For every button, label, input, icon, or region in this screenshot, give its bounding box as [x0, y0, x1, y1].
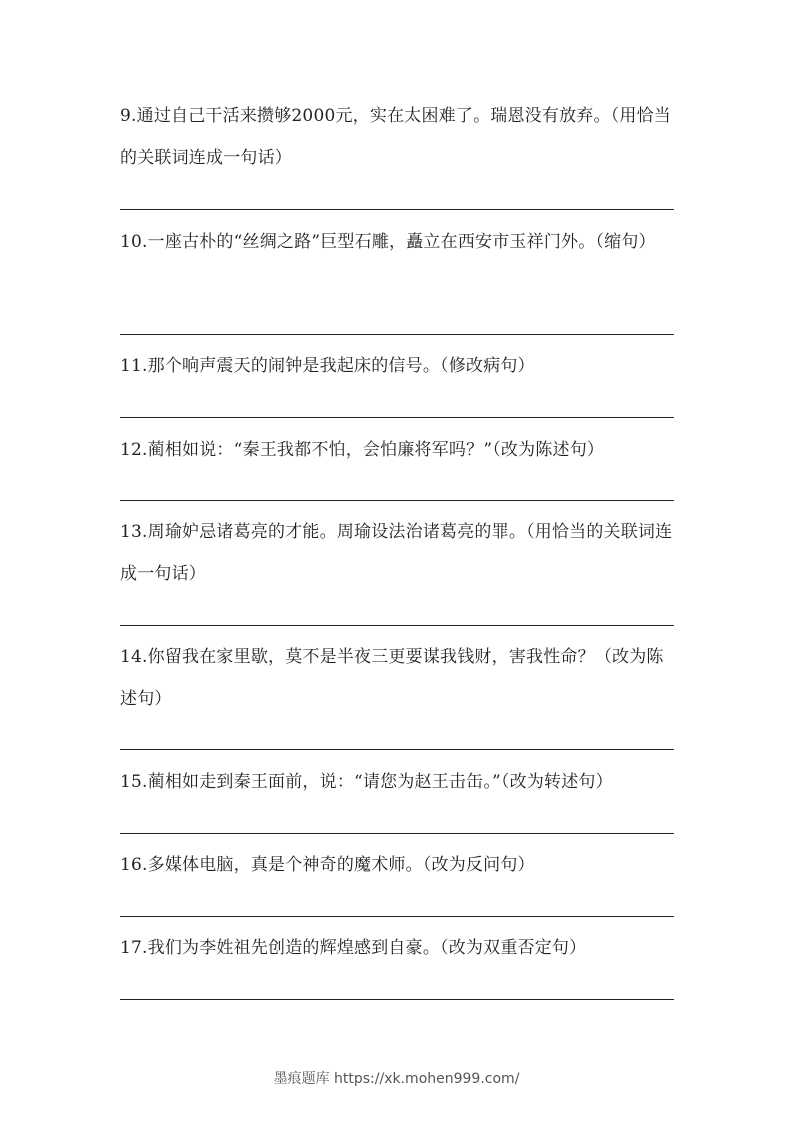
answer-line-12[interactable] [120, 500, 674, 501]
question-17: 17.我们为李姓祖先创造的辉煌感到自豪。（改为双重否定句） [120, 938, 587, 958]
answer-line-15[interactable] [120, 833, 674, 834]
question-13: 13.周瑜妒忌诸葛亮的才能。周瑜设法治诸葛亮的罪。（用恰当的关联词连成一句话） [120, 522, 673, 584]
question-14: 14.你留我在家里歇，莫不是半夜三更要谋我钱财，害我性命？（改为陈述句） [120, 647, 664, 709]
answer-line-9[interactable] [120, 209, 674, 210]
answer-line-10[interactable] [120, 334, 674, 335]
question-9: 9.通过自己干活来攒够2000元，实在太困难了。瑞恩没有放弃。（用恰当的关联词连成一句话） [120, 106, 671, 168]
question-16: 16.多媒体电脑，真是个神奇的魔术师。（改为反问句） [120, 855, 535, 875]
answer-line-13[interactable] [120, 625, 674, 626]
answer-line-11[interactable] [120, 417, 674, 418]
question-15: 15.蔺相如走到秦王面前，说：“请您为赵王击缶。”（改为转述句） [120, 772, 613, 792]
question-12: 12.蔺相如说：“秦王我都不怕，会怕廉将军吗？”（改为陈述句） [120, 440, 605, 460]
answer-line-17[interactable] [120, 999, 674, 1000]
footer-source: 墨痕题库 https://xk.mohen999.com/ [273, 1071, 520, 1087]
question-10: 10.一座古朴的“丝绸之路”巨型石雕，矗立在西安市玉祥门外。（缩句） [120, 232, 656, 252]
question-11: 11.那个响声震天的闹钟是我起床的信号。（修改病句） [120, 356, 535, 376]
answer-line-16[interactable] [120, 916, 674, 917]
answer-line-14[interactable] [120, 749, 674, 750]
